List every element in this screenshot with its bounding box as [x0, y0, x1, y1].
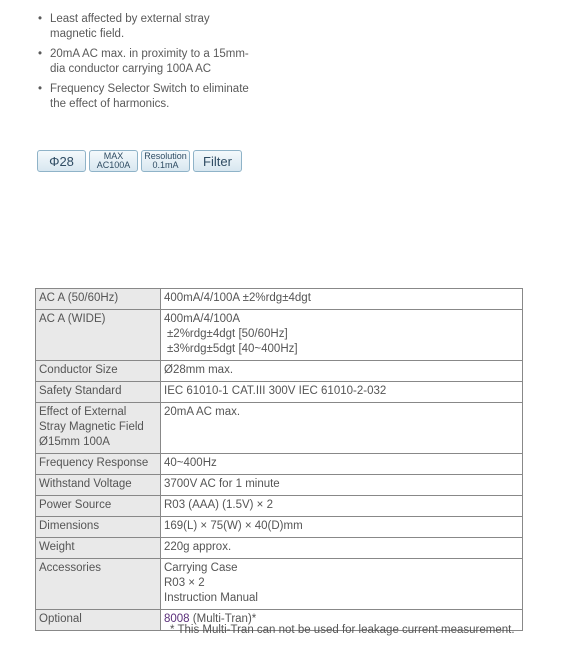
feature-item: [37, 47, 257, 77]
spec-label: Safety Standard: [36, 382, 161, 403]
spec-label: Dimensions: [36, 517, 161, 538]
diameter-badge: [37, 150, 86, 172]
spec-table: [35, 288, 523, 631]
filter-badge: [193, 150, 242, 172]
table-row: [36, 403, 523, 454]
table-row: [36, 382, 523, 403]
spec-label: Accessories: [36, 559, 161, 610]
feature-text: 20mA AC max. in proximity to a 15mm-dia conductor carrying 100A AC: [50, 48, 249, 75]
spec-value-line: R03 × 2: [164, 577, 205, 589]
spec-value-line: 400mA/4/100A: [164, 313, 241, 325]
feature-item: [37, 82, 257, 112]
resolution-badge-line1: Resolution: [144, 151, 187, 161]
bullet: •: [38, 13, 43, 25]
spec-value: 400mA/4/100A ±2%rdg±4dgt: [161, 289, 523, 310]
feature-text: Least affected by external stray magnetic field.: [50, 13, 210, 40]
diameter-badge-text: Φ28: [49, 153, 74, 169]
bullet: •: [38, 83, 43, 95]
feature-item: [37, 12, 257, 42]
table-row: [36, 559, 523, 610]
footnote: * This Multi-Tran can not be used for leakage current measurement.: [170, 624, 515, 636]
spec-value: 220g approx.: [161, 538, 523, 559]
table-row: [36, 517, 523, 538]
optional-rest: (Multi-Tran)*: [189, 613, 257, 625]
table-row: [36, 475, 523, 496]
spec-value: [161, 559, 523, 610]
spec-value-line: ±2%rdg±4dgt [50/60Hz]: [167, 328, 288, 340]
max-current-badge: [89, 150, 138, 172]
table-row: [36, 310, 523, 361]
spec-label: Withstand Voltage: [36, 475, 161, 496]
table-row: [36, 361, 523, 382]
spec-label: Weight: [36, 538, 161, 559]
spec-value-line: Instruction Manual: [164, 592, 258, 604]
spec-label-line: Ø15mm 100A: [39, 436, 110, 448]
spec-value: Ø28mm max.: [161, 361, 523, 382]
spec-label: AC A (WIDE): [36, 310, 161, 361]
feature-text: Frequency Selector Switch to eliminate the effect of harmonics.: [50, 83, 249, 110]
feature-list: [37, 12, 257, 117]
max-badge-line1: MAX: [103, 151, 124, 161]
spec-value: 169(L) × 75(W) × 40(D)mm: [161, 517, 523, 538]
spec-label: [36, 403, 161, 454]
spec-value-line: Carrying Case: [164, 562, 238, 574]
max-badge-line2: AC100A: [96, 160, 131, 170]
table-row: [36, 496, 523, 517]
model-8008-link[interactable]: 8008: [164, 613, 190, 625]
spec-label: AC A (50/60Hz): [36, 289, 161, 310]
spec-value: IEC 61010-1 CAT.III 300V IEC 61010-2-032: [161, 382, 523, 403]
spec-label-line: Stray Magnetic Field: [39, 421, 144, 433]
spec-label: Optional: [36, 610, 161, 631]
table-row: [36, 289, 523, 310]
resolution-badge-line2: 0.1mA: [152, 160, 179, 170]
feature-badges: [37, 150, 242, 172]
spec-value: [161, 310, 523, 361]
spec-label: Power Source: [36, 496, 161, 517]
filter-badge-text: Filter: [203, 153, 232, 169]
spec-value: R03 (AAA) (1.5V) × 2: [161, 496, 523, 517]
resolution-badge: [141, 150, 190, 172]
spec-value: 40~400Hz: [161, 454, 523, 475]
spec-value: 20mA AC max.: [161, 403, 523, 454]
spec-label: Frequency Response: [36, 454, 161, 475]
table-row: [36, 454, 523, 475]
bullet: •: [38, 48, 43, 60]
spec-value: 3700V AC for 1 minute: [161, 475, 523, 496]
spec-label: Conductor Size: [36, 361, 161, 382]
table-row: [36, 538, 523, 559]
spec-label-line: Effect of External: [39, 406, 127, 418]
spec-value-line: ±3%rdg±5dgt [40~400Hz]: [167, 343, 298, 355]
